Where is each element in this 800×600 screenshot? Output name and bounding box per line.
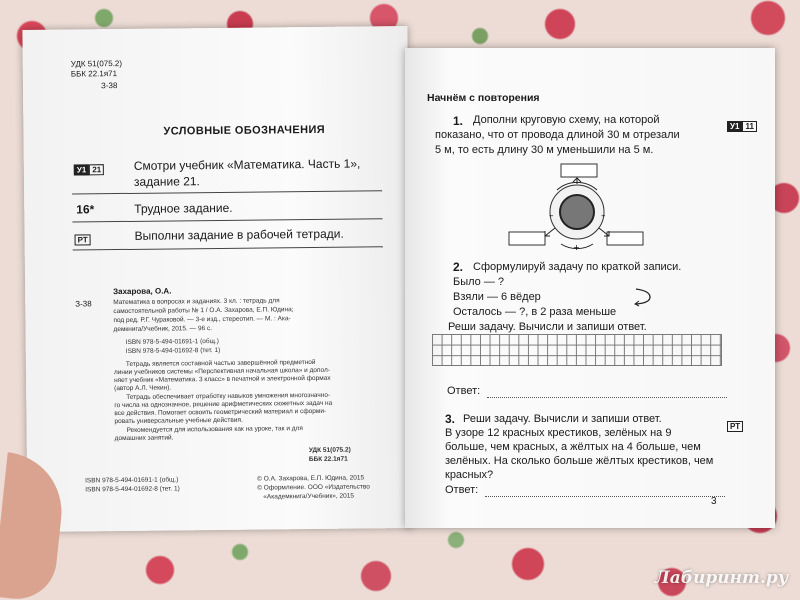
legend-badge-textbook: У1 21 [74,159,105,177]
task1-textbook-badge: У1 11 [727,116,757,134]
task3-number: 3. [445,412,456,426]
annotation-line: няет учебник «Математика. 3 класс» в печатной и электронной формах [114,374,331,385]
annotation-line: го числа на однозначное, решение арифметических сюжетных задач на [114,399,333,410]
annotation-line: домашних занятий. [114,434,174,443]
section-title: Начнём с повторения [427,92,540,104]
annotation-line: линии учебников системы «Перспективная начальная школа» и допол- [113,366,330,377]
annotation-line: (автор А.Л. Чекин). [114,384,172,393]
svg-text:+: + [573,243,580,250]
scheme-box-right [607,232,643,245]
author-name: Захарова, О.А. [113,286,172,297]
task1-text: показано, что от провода длиной 30 м отрезали [435,129,680,141]
task2-answer-line[interactable] [487,397,727,398]
task3-text: Реши задачу. Вычисли и запиши ответ. [463,413,662,425]
task3-text: красных? [445,469,494,481]
udk-code: УДК 51(075.2) [70,58,123,69]
curved-arrow [632,285,660,307]
task2-text: Сформулируй задачу по краткой записи. [473,261,682,273]
author-mark-2: З-38 [75,299,92,309]
task2-text: Взяли — 6 вёдер [453,291,541,303]
bibliographic-line: Математика в вопросах и заданиях. 3 кл. : тетрадь для [113,297,280,307]
legend-badge-hard: 16* [76,202,95,217]
task3-text: зелёных. На сколько больше жёлтых крестиков, чем [445,455,714,467]
bbk-code-2: ББК 22.1я71 [308,455,348,464]
scheme-inner-circle [560,195,594,229]
svg-text:–: – [601,211,606,221]
footer-isbn: ISBN 978-5-494-01691-1 (общ.) [85,476,179,485]
svg-text:–: – [549,211,554,221]
task2-text: Реши задачу. Вычисли и запиши ответ. [448,321,647,333]
task2-answer-label: Ответ: [447,385,481,397]
left-page [22,26,412,532]
task3-answer-line[interactable] [485,496,725,497]
answer-grid[interactable] [432,334,722,366]
bibliographic-line: самостоятельной работы № 1 / О.А. Захарова, Е.П. Юдина; [113,306,294,316]
task2-number: 2. [453,260,464,274]
right-page [405,48,775,528]
copyright-line: © Оформление. ООО «Издательство [257,483,370,492]
task2-text: Было — ? [453,276,505,288]
circular-scheme [505,160,645,250]
bbk-code: ББК 22.1я71 [70,69,118,79]
annotation-line: Тетрадь обеспечивает отработку навыков умножения многозначно- [126,391,331,401]
legend-text-textbook-task: задание 21. [133,174,200,189]
task3-answer-label: Ответ: [445,484,479,496]
task2-text: Осталось — ?, в 2 раза меньше [453,306,617,318]
divider [72,218,382,222]
task3-workbook-badge: РТ [727,416,743,434]
annotation-line: ровать универсальные учебные действия. [114,416,243,426]
task1-number: 1. [453,114,464,128]
task1-text: 5 м, то есть длину 30 м уменьшили на 5 м. [435,144,654,156]
legend-text-hard: Трудное задание. [134,200,233,216]
scheme-box-left [509,232,545,245]
legend-text-workbook: Выполни задание в рабочей тетради. [134,226,344,243]
divider [73,246,383,250]
task3-text: больше, чем красных, а жёлтых на 4 больше, чем [445,441,701,453]
copyright-line: «Академкнига/Учебник», 2015 [263,492,355,501]
udk-code-2: УДК 51(075.2) [308,446,351,455]
author-mark: З-38 [100,81,118,91]
task1-text: Дополни круговую схему, на которой [473,114,660,126]
legend-text-textbook: Смотри учебник «Математика. Часть 1», [133,156,361,173]
page-number: 3 [711,496,717,507]
annotation-line: Тетрадь является составной частью завершённой предметной [125,358,316,368]
copyright-line: © О.А. Захарова, Е.П. Юдина, 2015 [257,474,365,483]
task3-text: В узоре 12 красных крестиков, зелёных на 9 [445,427,672,439]
footer-isbn: ISBN 978-5-494-01692-8 (тет. 1) [85,485,180,494]
bibliographic-line: демкнига/Учебник, 2015. — 96 с. [113,325,213,334]
annotation-line: Рекомендуется для использования как на уроке, так и для [126,425,303,434]
bibliographic-line: под ред. Р.Г. Чураковой. — 3-е изд., стереотип. — М. : Ака- [113,315,291,325]
annotation-line: все действия. Помогает освоить геометрический материал и сформи- [114,407,327,418]
isbn-line: ISBN 978-5-494-01691-1 (общ.) [125,337,219,346]
scheme-box-top [561,164,597,177]
isbn-line: ISBN 978-5-494-01692-8 (тет. 1) [125,346,221,355]
legend-badge-workbook: РТ [74,229,90,247]
divider [72,190,382,194]
legend-heading: УСЛОВНЫЕ ОБОЗНАЧЕНИЯ [163,123,326,138]
watermark-logo: Лабиринт.ру [654,568,788,588]
